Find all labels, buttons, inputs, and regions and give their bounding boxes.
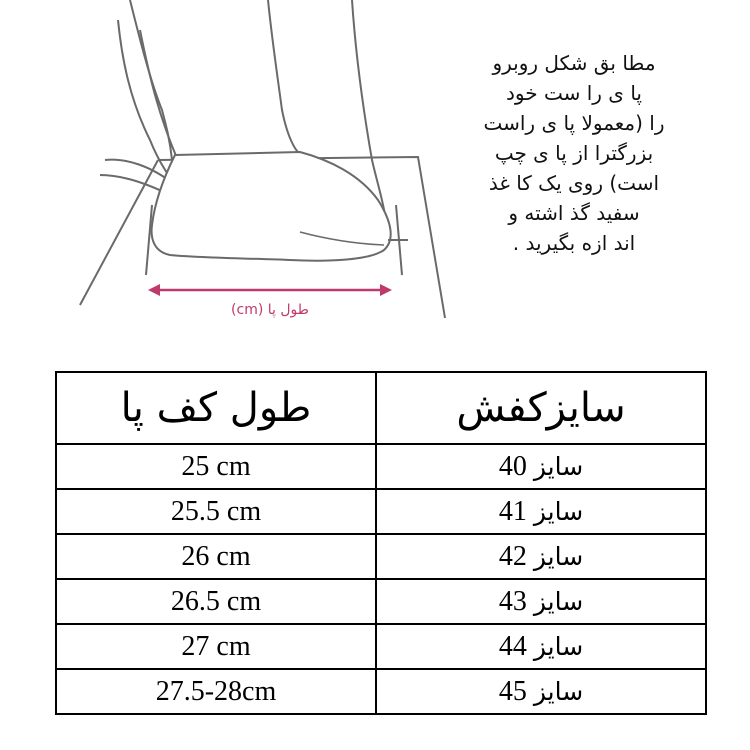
size-chart-table [55, 371, 707, 715]
foot-length-cell: 25 cm [56, 444, 376, 489]
foot-length-cell: 27.5-28cm [56, 669, 376, 714]
measure-arrow-right-head [380, 284, 392, 296]
measure-arrow-left-head [148, 284, 160, 296]
foot-measure-illustration [0, 0, 470, 340]
trouser-fold [130, 0, 172, 160]
table-row [56, 444, 706, 489]
foot-length-cell: 25.5 cm [56, 489, 376, 534]
table-row [56, 579, 706, 624]
size-number: 45 [498, 675, 527, 707]
instruction-line: سفید گذ اشته و [508, 201, 640, 225]
table-row [56, 534, 706, 579]
size-word: سایز [533, 586, 584, 616]
shoe-size-cell [376, 534, 706, 579]
foot-length-cell: 26 cm [56, 534, 376, 579]
table-row [56, 489, 706, 534]
size-word: سایز [533, 631, 584, 661]
instruction-line: اند ازه بگیرید . [512, 231, 636, 255]
instruction-line: است) روی یک کا غذ [488, 171, 660, 195]
size-number: 43 [498, 585, 527, 617]
size-word: سایز [533, 451, 584, 481]
instruction-line: را (معمولا پا ی راست [483, 111, 665, 135]
shoe-size-cell [376, 489, 706, 534]
size-number: 40 [498, 450, 527, 482]
instruction-line: بزرگترا از پا ی چپ [494, 141, 654, 165]
shoe-size-header: سایزکفش [376, 372, 706, 444]
instruction-line: مطا بق شکل روبرو [492, 51, 656, 75]
size-number: 44 [498, 630, 527, 662]
size-word: سایز [533, 676, 584, 706]
foot-outline [152, 152, 391, 261]
shoe-size-cell [376, 624, 706, 669]
leg-outline [268, 0, 298, 152]
shoe-size-cell [376, 579, 706, 624]
table-header-row [56, 372, 706, 444]
size-word: سایز [533, 496, 584, 526]
shoe-size-cell [376, 444, 706, 489]
shoe-size-cell [376, 669, 706, 714]
size-word: سایز [533, 541, 584, 571]
instruction-line: پا ی را ست خود [506, 81, 642, 105]
size-number: 42 [498, 540, 527, 572]
foot-length-cell: 26.5 cm [56, 579, 376, 624]
table-row [56, 624, 706, 669]
foot-length-cell: 27 cm [56, 624, 376, 669]
foot-length-header: طول کف پا [56, 372, 376, 444]
measure-label: طول پا (cm) [231, 302, 309, 318]
measurement-instructions [448, 48, 700, 258]
heel-marker [146, 205, 152, 275]
size-number: 41 [498, 495, 527, 527]
table-row [56, 669, 706, 714]
